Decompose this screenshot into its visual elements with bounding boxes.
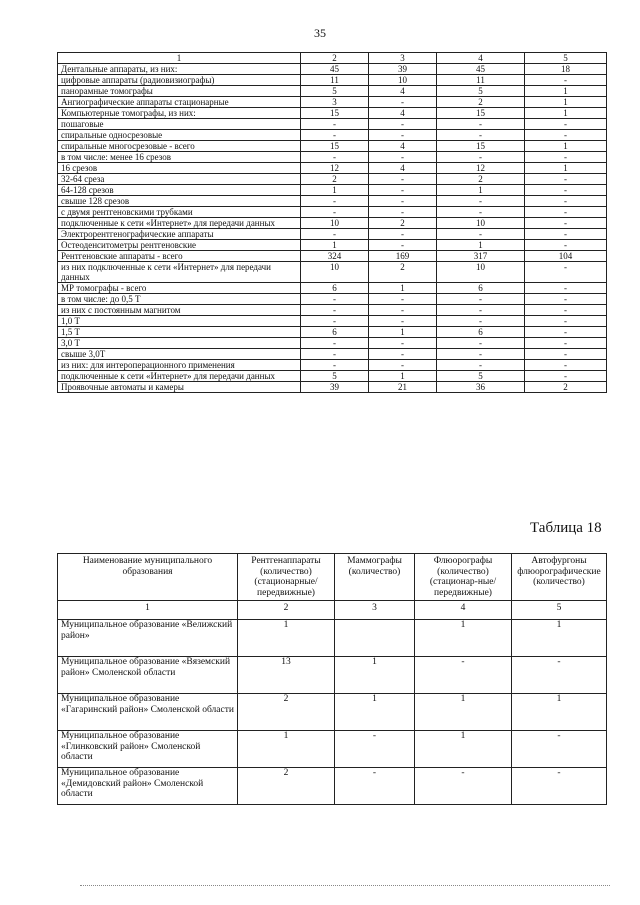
value-cell: 10: [369, 75, 437, 86]
equipment-name-cell: подключенные к сети «Интернет» для передачи данных: [58, 218, 301, 229]
value-cell: -: [369, 360, 437, 371]
value-cell: 1: [437, 185, 525, 196]
value-cell: 2: [369, 218, 437, 229]
equipment-name-cell: из них: для интероперационного применения: [58, 360, 301, 371]
value-cell: -: [415, 657, 512, 694]
value-cell: -: [437, 119, 525, 130]
value-cell: 1: [525, 141, 607, 152]
value-cell: -: [525, 185, 607, 196]
value-cell: 36: [437, 382, 525, 393]
table-row: [58, 657, 607, 694]
value-cell: -: [369, 97, 437, 108]
equipment-name-cell: 3,0 Т: [58, 338, 301, 349]
value-cell: -: [525, 294, 607, 305]
municipality-name-cell: Муниципальное образование «Вяземский район» Смоленской области: [58, 657, 238, 694]
equipment-name-cell: 16 срезов: [58, 163, 301, 174]
equipment-table: [57, 52, 607, 393]
value-cell: -: [301, 196, 369, 207]
value-cell: 1: [415, 731, 512, 768]
equipment-name-cell: свыше 3,0Т: [58, 349, 301, 360]
value-cell: 2: [437, 174, 525, 185]
value-cell: -: [301, 229, 369, 240]
value-cell: -: [301, 119, 369, 130]
value-cell: 5: [437, 371, 525, 382]
value-cell: -: [525, 371, 607, 382]
value-cell: -: [369, 305, 437, 316]
value-cell: 1: [369, 327, 437, 338]
value-cell: -: [301, 130, 369, 141]
table-row: [58, 64, 607, 75]
value-cell: 169: [369, 251, 437, 262]
municipality-name-cell: Муниципальное образование «Гагаринский район» Смоленской области: [58, 694, 238, 731]
value-cell: 1: [369, 283, 437, 294]
value-cell: 1: [335, 657, 415, 694]
value-cell: 15: [437, 141, 525, 152]
value-cell: -: [301, 338, 369, 349]
value-cell: 1: [525, 108, 607, 119]
value-cell: -: [437, 349, 525, 360]
value-cell: 2: [238, 694, 335, 731]
value-cell: 6: [437, 283, 525, 294]
table-row: [58, 108, 607, 119]
column-number: 3: [335, 601, 415, 620]
value-cell: -: [369, 240, 437, 251]
value-cell: -: [369, 119, 437, 130]
value-cell: -: [525, 338, 607, 349]
equipment-name-cell: Ангиографические аппараты стационарные: [58, 97, 301, 108]
value-cell: -: [301, 360, 369, 371]
equipment-name-cell: 1,5 Т: [58, 327, 301, 338]
value-cell: -: [415, 768, 512, 805]
value-cell: 4: [369, 108, 437, 119]
value-cell: -: [301, 294, 369, 305]
scan-artifact-line: [80, 885, 610, 886]
table-row: [58, 731, 607, 768]
value-cell: -: [512, 657, 607, 694]
equipment-name-cell: в том числе: до 0,5 Т: [58, 294, 301, 305]
value-cell: -: [525, 229, 607, 240]
value-cell: -: [525, 316, 607, 327]
value-cell: 15: [301, 108, 369, 119]
value-cell: 10: [437, 262, 525, 283]
table-row: [58, 141, 607, 152]
column-header: Флюорографы (количество) (стационар-ные/передвижные): [415, 554, 512, 601]
value-cell: 13: [238, 657, 335, 694]
value-cell: 12: [301, 163, 369, 174]
value-cell: [335, 620, 415, 657]
value-cell: -: [525, 119, 607, 130]
table-row: [58, 338, 607, 349]
value-cell: -: [437, 130, 525, 141]
value-cell: -: [525, 283, 607, 294]
value-cell: 45: [301, 64, 369, 75]
column-number-row: [58, 601, 607, 620]
value-cell: -: [437, 305, 525, 316]
table-row: [58, 251, 607, 262]
value-cell: 2: [238, 768, 335, 805]
value-cell: 1: [415, 694, 512, 731]
value-cell: -: [369, 130, 437, 141]
value-cell: 1: [415, 620, 512, 657]
value-cell: 324: [301, 251, 369, 262]
value-cell: 104: [525, 251, 607, 262]
value-cell: -: [437, 207, 525, 218]
equipment-name-cell: Рентгеновские аппараты - всего: [58, 251, 301, 262]
value-cell: -: [525, 305, 607, 316]
value-cell: -: [335, 731, 415, 768]
table-row: [58, 185, 607, 196]
value-cell: 11: [437, 75, 525, 86]
equipment-name-cell: спиральные односрезовые: [58, 130, 301, 141]
table-row: [58, 382, 607, 393]
equipment-name-cell: 64-128 срезов: [58, 185, 301, 196]
table-row: [58, 371, 607, 382]
column-number: 5: [525, 53, 607, 64]
table-row: [58, 75, 607, 86]
equipment-name-cell: Электрорентгенографические аппараты: [58, 229, 301, 240]
value-cell: 6: [301, 283, 369, 294]
value-cell: 3: [301, 97, 369, 108]
value-cell: 10: [301, 218, 369, 229]
table-row: [58, 360, 607, 371]
value-cell: -: [301, 207, 369, 218]
table-row: [58, 294, 607, 305]
value-cell: -: [525, 262, 607, 283]
value-cell: 2: [437, 97, 525, 108]
table-row: [58, 196, 607, 207]
equipment-name-cell: 32-64 среза: [58, 174, 301, 185]
column-header: Наименование муниципального образования: [58, 554, 238, 601]
column-number: 5: [512, 601, 607, 620]
value-cell: -: [437, 316, 525, 327]
value-cell: 11: [301, 75, 369, 86]
value-cell: -: [369, 229, 437, 240]
value-cell: 12: [437, 163, 525, 174]
value-cell: -: [525, 349, 607, 360]
value-cell: -: [369, 152, 437, 163]
value-cell: -: [512, 768, 607, 805]
value-cell: 1: [525, 163, 607, 174]
value-cell: -: [301, 349, 369, 360]
value-cell: -: [525, 207, 607, 218]
value-cell: -: [525, 75, 607, 86]
value-cell: -: [525, 218, 607, 229]
value-cell: 317: [437, 251, 525, 262]
equipment-name-cell: 1,0 Т: [58, 316, 301, 327]
value-cell: 1: [301, 185, 369, 196]
table-row: [58, 97, 607, 108]
table-header-row: [58, 554, 607, 601]
equipment-name-cell: из них подключенные к сети «Интернет» для передачи данных: [58, 262, 301, 283]
table-row: [58, 694, 607, 731]
value-cell: 1: [525, 86, 607, 97]
value-cell: 6: [301, 327, 369, 338]
value-cell: -: [512, 731, 607, 768]
table-row: [58, 229, 607, 240]
value-cell: -: [525, 130, 607, 141]
equipment-name-cell: Дентальные аппараты, из них:: [58, 64, 301, 75]
value-cell: 5: [437, 86, 525, 97]
municipal-equipment-table: [57, 553, 607, 805]
page-number: 35: [314, 26, 326, 40]
table-row: [58, 218, 607, 229]
value-cell: -: [437, 360, 525, 371]
municipality-name-cell: Муниципальное образование «Глинковский район» Смоленской области: [58, 731, 238, 768]
value-cell: 2: [301, 174, 369, 185]
value-cell: -: [335, 768, 415, 805]
value-cell: -: [301, 305, 369, 316]
table-row: [58, 130, 607, 141]
value-cell: -: [525, 240, 607, 251]
table-row: [58, 349, 607, 360]
equipment-name-cell: цифровые аппараты (радиовизиографы): [58, 75, 301, 86]
value-cell: -: [369, 185, 437, 196]
table-row: [58, 283, 607, 294]
value-cell: 5: [301, 371, 369, 382]
equipment-name-cell: из них с постоянным магнитом: [58, 305, 301, 316]
table-row: [58, 207, 607, 218]
value-cell: 1: [512, 620, 607, 657]
equipment-name-cell: Компьютерные томографы, из них:: [58, 108, 301, 119]
value-cell: 1: [525, 97, 607, 108]
value-cell: -: [525, 174, 607, 185]
column-header: Автофургоны флюорографические (количество): [512, 554, 607, 601]
table-row: [58, 305, 607, 316]
equipment-name-cell: панорамные томографы: [58, 86, 301, 97]
equipment-name-cell: подключенные к сети «Интернет» для передачи данных: [58, 371, 301, 382]
table-18-title: Таблица 18: [530, 520, 602, 536]
value-cell: 45: [437, 64, 525, 75]
table-row: [58, 240, 607, 251]
column-header: Маммографы (количество): [335, 554, 415, 601]
value-cell: 15: [301, 141, 369, 152]
value-cell: 5: [301, 86, 369, 97]
table-row: [58, 316, 607, 327]
value-cell: -: [525, 360, 607, 371]
value-cell: -: [369, 338, 437, 349]
value-cell: 21: [369, 382, 437, 393]
table-row: [58, 768, 607, 805]
equipment-name-cell: свыше 128 срезов: [58, 196, 301, 207]
value-cell: -: [301, 152, 369, 163]
equipment-name-cell: Проявочные автоматы и камеры: [58, 382, 301, 393]
value-cell: -: [437, 294, 525, 305]
value-cell: -: [525, 327, 607, 338]
value-cell: 1: [301, 240, 369, 251]
table-row: [58, 620, 607, 657]
value-cell: 1: [335, 694, 415, 731]
column-number: 1: [58, 53, 301, 64]
value-cell: 15: [437, 108, 525, 119]
table-row: [58, 163, 607, 174]
table-row: [58, 152, 607, 163]
municipality-name-cell: Муниципальное образование «Велижский район»: [58, 620, 238, 657]
table-row: [58, 262, 607, 283]
value-cell: -: [369, 294, 437, 305]
value-cell: 4: [369, 163, 437, 174]
table-header-row: [58, 53, 607, 64]
value-cell: -: [369, 207, 437, 218]
value-cell: -: [301, 316, 369, 327]
table-row: [58, 86, 607, 97]
value-cell: -: [525, 196, 607, 207]
column-number: 2: [301, 53, 369, 64]
column-number: 1: [58, 601, 238, 620]
value-cell: 4: [369, 86, 437, 97]
value-cell: -: [525, 152, 607, 163]
value-cell: 2: [525, 382, 607, 393]
equipment-name-cell: спиральные многосрезовые - всего: [58, 141, 301, 152]
value-cell: 39: [301, 382, 369, 393]
value-cell: -: [437, 196, 525, 207]
equipment-name-cell: МР томографы - всего: [58, 283, 301, 294]
table-row: [58, 119, 607, 130]
value-cell: 2: [369, 262, 437, 283]
value-cell: 1: [437, 240, 525, 251]
value-cell: 39: [369, 64, 437, 75]
table-row: [58, 327, 607, 338]
equipment-name-cell: в том числе: менее 16 срезов: [58, 152, 301, 163]
value-cell: -: [369, 174, 437, 185]
value-cell: 1: [238, 620, 335, 657]
value-cell: 1: [238, 731, 335, 768]
value-cell: 1: [512, 694, 607, 731]
value-cell: -: [369, 196, 437, 207]
value-cell: 6: [437, 327, 525, 338]
column-header: Рентгенаппараты (количество) (стационарные/передвижные): [238, 554, 335, 601]
equipment-name-cell: пошаговые: [58, 119, 301, 130]
value-cell: -: [437, 152, 525, 163]
column-number: 2: [238, 601, 335, 620]
column-number: 3: [369, 53, 437, 64]
table-row: [58, 174, 607, 185]
value-cell: -: [437, 229, 525, 240]
municipality-name-cell: Муниципальное образование «Демидовский район» Смоленской области: [58, 768, 238, 805]
equipment-name-cell: с двумя рентгеновскими трубками: [58, 207, 301, 218]
value-cell: 18: [525, 64, 607, 75]
value-cell: 10: [437, 218, 525, 229]
column-number: 4: [415, 601, 512, 620]
value-cell: -: [369, 349, 437, 360]
equipment-name-cell: Остеоденситометры рентгеновские: [58, 240, 301, 251]
column-number: 4: [437, 53, 525, 64]
value-cell: 1: [369, 371, 437, 382]
value-cell: -: [369, 316, 437, 327]
value-cell: 10: [301, 262, 369, 283]
value-cell: -: [437, 338, 525, 349]
value-cell: 4: [369, 141, 437, 152]
